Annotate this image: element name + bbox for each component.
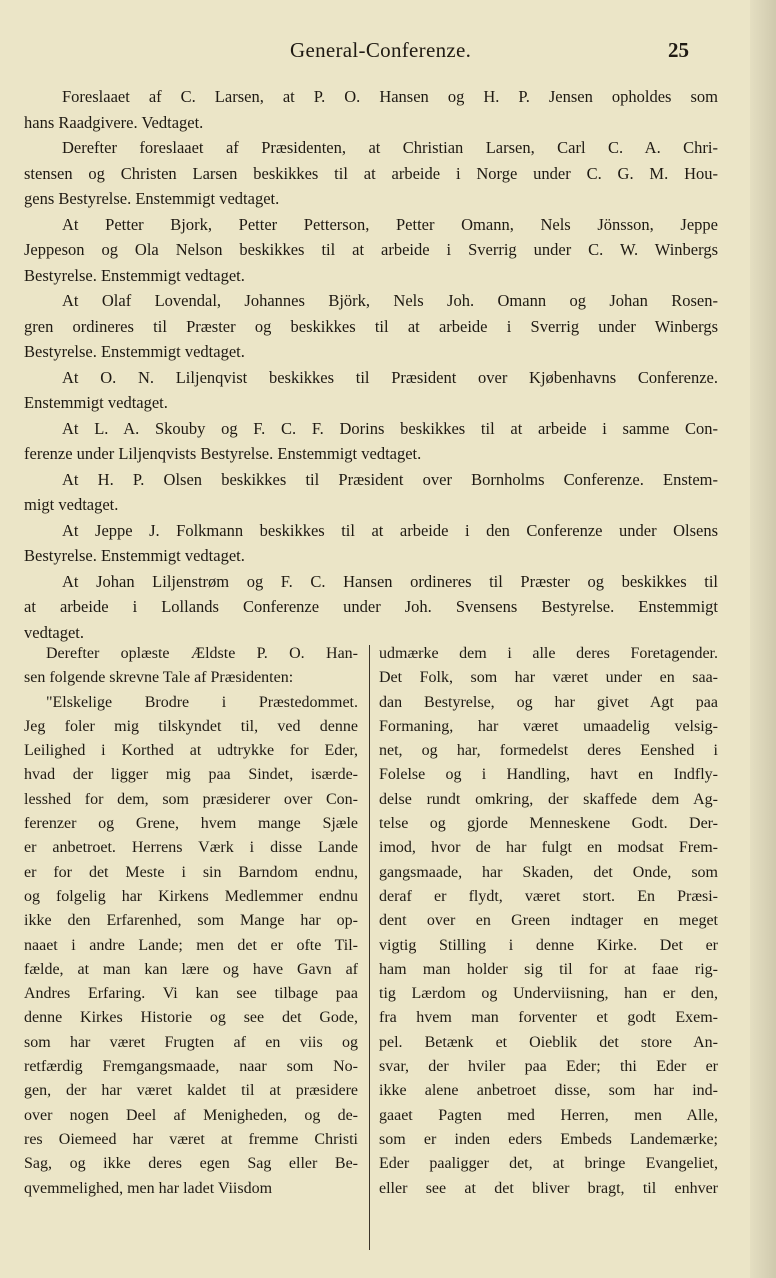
text-line: Derefter oplæste Ældste P. O. Han- [46,645,358,662]
text-line: som har været Frugten af en viis og [24,1033,358,1051]
text-line: At Olaf Lovendal, Johannes Björk, Nels Joh. Omann og Johan Rosen- [62,291,718,310]
text-line: naaet i andre Lande; men det er ofte Til- [24,936,358,954]
text-line: deraf er flydt, været stort. En Præsi- [379,887,718,905]
text-line: Jeppeson og Ola Nelson beskikkes til at arbeide i Sverrig under C. W. Winbergs [24,240,718,259]
text-line: dan Bestyrelse, og har givet Agt paa [379,693,718,711]
text-line: Enstemmigt vedtaget. [24,393,168,412]
text-line: dent over en Green indtager en meget [379,912,718,930]
text-line: over nogen Deel af Menigheden, og de- [24,1106,358,1124]
page-edge [750,0,776,1278]
text-line: hans Raadgivere. Vedtaget. [24,112,204,132]
text-line: Det Folk, som har været under en saa- [379,669,718,687]
text-line: fra hvem man forventer et godt Exem- [379,1009,718,1027]
text-line: At Jeppe J. Folkmann beskikkes til at arbeide i den Conferenze under Olsens [62,520,718,540]
text-line: imod, hvor de har fulgt en modsat Frem- [379,839,718,857]
text-line: Folelse og i Handling, havt en Indfly- [379,766,718,784]
text-line: eller see at det bliver bragt, til enhver [379,1179,718,1197]
text-line: pel. Betænk et Oieblik det store An- [379,1033,718,1051]
text-line: gangsmaade, har Skaden, det Onde, som [379,863,718,881]
column-divider [369,645,370,1250]
text-line: Andres Erfaring. Vi kan see tilbage paa [24,985,358,1003]
text-line: gren ordineres til Præster og beskikkes til at arbeide i Sverrig under Winbergs [24,316,718,336]
text-line: migt vedtaget. [24,495,119,514]
text-line: telse og gjorde Menneskene Godt. Der- [379,815,718,833]
text-line: er anbetroet. Herrens Værk i disse Lande [24,839,358,857]
text-line: er for det Meste i sin Barndom endnu, [24,863,358,881]
text-line: lesshed for dem, som præsiderer over Con- [24,790,358,808]
text-line: Derefter foreslaaet af Præsidenten, at Christian Larsen, Carl C. A. Chri- [62,138,718,157]
text-line: res Oiemeed har været at fremme Christi [24,1130,358,1148]
text-line: Bestyrelse. Enstemmigt vedtaget. [24,546,245,565]
text-line: retfærdig Fremgangsmaade, naar som No- [24,1058,358,1076]
text-line: Sag, og ikke deres egen Sag eller Be- [24,1155,358,1173]
text-line: delse rundt omkring, der skaffede dem Ag- [379,790,718,808]
text-line: Formaning, har været umaadelig velsig- [379,717,718,735]
text-line: hvad der ligger mig paa Sindet, isærde- [24,766,358,784]
text-line: At L. A. Skouby og F. C. F. Dorins beskikkes til at arbeide i samme Con- [62,418,718,438]
left-column [24,642,358,1201]
text-line: Jeg foler mig tilskyndet til, ved denne [24,717,358,735]
text-line: Eder paaligger det, at bringe Evangeliet, [379,1155,718,1173]
text-line: svar, der hviler paa Eder; thi Eder er [379,1058,718,1076]
text-line: ham man holder sig til for at faae rig- [379,960,718,978]
text-line: som er inden eders Embeds Landemærke; [379,1130,718,1148]
text-line: vedtaget. [24,622,85,642]
text-line: gen, der har været kaldet til at præsidere [24,1082,358,1100]
text-line: denne Kirkes Historie og see det Gode, [24,1009,358,1027]
text-line: udmærke dem i alle deres Foretagender. [379,645,718,662]
text-line: Bestyrelse. Enstemmigt vedtaget. [24,342,245,361]
page-number: 25 [668,38,689,62]
text-line: net, og har, formedelst deres Eenshed i [379,742,718,760]
text-line: ferenzer og Grene, hvem mange Sjæle [24,815,358,833]
resolutions-section [24,84,718,645]
text-line: Bestyrelse. Enstemmigt vedtaget. [24,265,245,285]
text-line: qvemmelighed, men har ladet Viisdom [24,1179,273,1197]
text-line: stensen og Christen Larsen beskikkes til at arbeide i Norge under C. G. M. Hou- [24,163,718,183]
text-line: At Petter Bjork, Petter Petterson, Petter Omann, Nels Jönsson, Jeppe [62,214,718,234]
right-column [379,642,718,1201]
running-header [0,38,776,66]
text-line: "Elskelige Brodre i Præstedommet. [46,693,358,711]
text-line: gens Bestyrelse. Enstemmigt vedtaget. [24,189,280,208]
text-line: fælde, at man kan lære og have Gavn af [24,960,358,978]
text-line: ikke alene anbetroet disse, som har ind- [379,1082,718,1100]
text-line: vigtig Stilling i denne Kirke. Det er [379,936,718,954]
running-title: General-Conferenze. [290,38,472,62]
text-line: At O. N. Liljenqvist beskikkes til Præsident over Kjøbenhavns Conferenze. [62,367,718,387]
text-line: at arbeide i Lollands Conferenze under Joh. Svensens Bestyrelse. Enstemmigt [24,597,718,616]
text-line: ferenze under Liljenqvists Bestyrelse. Enstemmigt vedtaget. [24,444,422,463]
text-line: Foreslaaet af C. Larsen, at P. O. Hansen og H. P. Jensen opholdes som [62,87,718,106]
text-line: sen folgende skrevne Tale af Præsidenten: [24,669,294,687]
text-line: tig Lærdom og Underviisning, han er den, [379,985,718,1003]
text-line: gaaet Pagten med Herren, men Alle, [379,1106,718,1124]
text-line: ikke den Erfarenhed, som Mange har op- [24,912,358,930]
text-line: og folgelig har Kirkens Medlemmer endnu [24,887,358,905]
text-line: Leilighed i Korthed at udtrykke for Eder, [24,742,358,760]
text-line: At H. P. Olsen beskikkes til Præsident over Bornholms Conferenze. Enstem- [62,469,718,489]
text-line: At Johan Liljenstrøm og F. C. Hansen ordineres til Præster og beskikkes til [62,571,718,591]
